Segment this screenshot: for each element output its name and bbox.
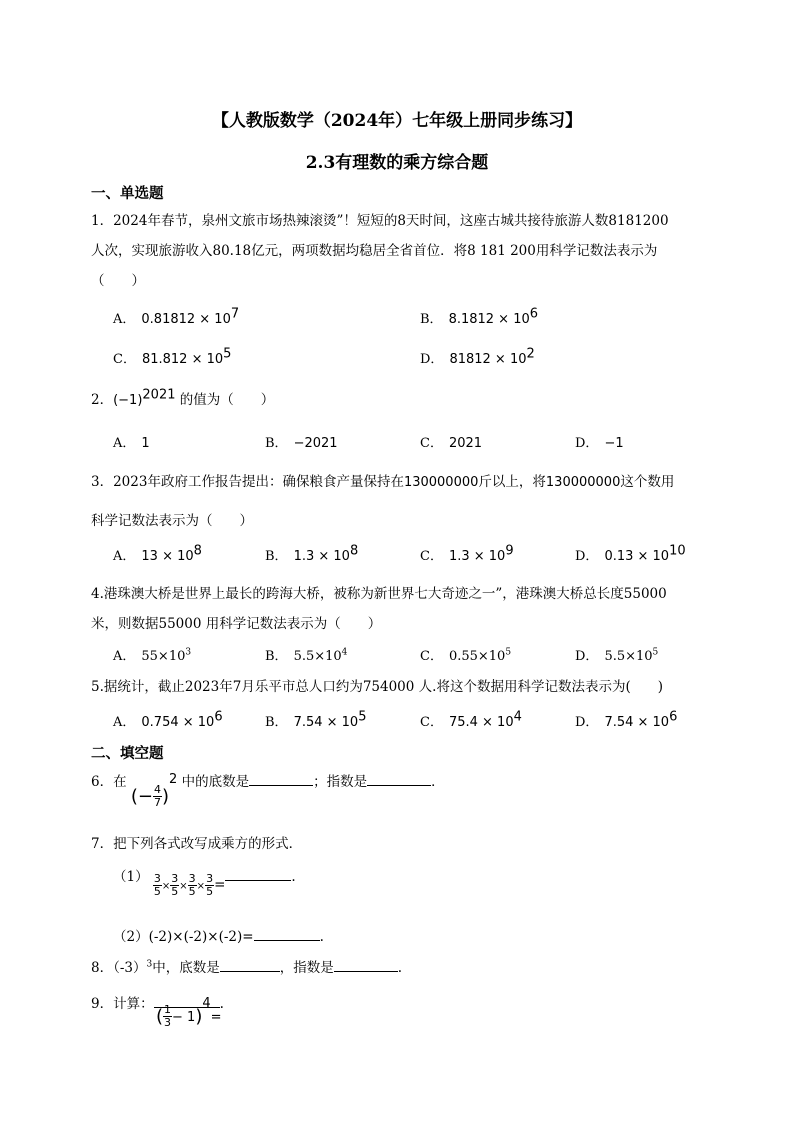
q4-option-b[interactable] bbox=[265, 645, 347, 664]
option-value: 1 bbox=[141, 436, 150, 451]
q8-mid2: ，指数是 bbox=[279, 960, 334, 976]
option-value: 1.3 × 10 bbox=[448, 549, 506, 564]
q3-line1 bbox=[91, 470, 674, 490]
q4-option-d[interactable] bbox=[575, 645, 658, 664]
q8-blank-exponent[interactable] bbox=[334, 958, 398, 972]
option-value: −1 bbox=[604, 436, 624, 451]
q8-mid: 中，底数是 bbox=[152, 960, 220, 976]
option-value: 0.81812 × 10 bbox=[141, 312, 231, 327]
q4-line2: 米，则数据55000 用科学记数法表示为（ ） bbox=[91, 616, 382, 632]
denominator: 5 bbox=[153, 885, 161, 898]
q3-option-a[interactable] bbox=[113, 545, 202, 564]
left-paren: (− bbox=[130, 786, 153, 807]
q6-mid2: ；指数是 bbox=[313, 774, 368, 790]
q9-expression bbox=[156, 995, 222, 1029]
option-value: 1.3 × 10 bbox=[293, 549, 350, 564]
q2-stem bbox=[91, 388, 274, 408]
option-exponent: 9 bbox=[505, 543, 514, 559]
q6-prefix: 6．在 bbox=[91, 774, 127, 790]
q6-end: ． bbox=[431, 774, 445, 790]
q4-line1: 4.港珠澳大桥是世界上最长的跨海大桥，被称为新世界七大奇迹之一”，港珠澳大桥总长度55000 bbox=[91, 586, 667, 602]
q2-option-a[interactable] bbox=[113, 432, 150, 451]
q7-part2 bbox=[113, 925, 324, 945]
q3-line2: 科学记数法表示为（ ） bbox=[91, 513, 253, 529]
q5-option-a[interactable] bbox=[113, 711, 223, 730]
option-label: C． bbox=[420, 549, 443, 564]
q6-stem bbox=[91, 770, 445, 809]
option-label: D． bbox=[575, 549, 599, 564]
q6-fraction bbox=[153, 784, 162, 809]
page-subtitle: 2.3有理数的乘方综合题 bbox=[305, 153, 489, 173]
q9-numerator: 1 bbox=[164, 1003, 172, 1016]
q6-exponent: 2 bbox=[169, 771, 178, 787]
denominator: 5 bbox=[171, 885, 179, 898]
option-value: 0.13 × 10 bbox=[604, 549, 670, 564]
option-exponent: 6 bbox=[214, 709, 223, 725]
fraction bbox=[153, 873, 162, 898]
q9-fraction bbox=[163, 1004, 172, 1029]
left-paren: ( bbox=[156, 1006, 164, 1027]
option-exponent: 8 bbox=[349, 543, 359, 559]
q3-option-d[interactable] bbox=[575, 545, 686, 564]
option-exponent: 6 bbox=[669, 709, 678, 725]
q1-option-b[interactable] bbox=[420, 308, 538, 327]
q7-part1-expression bbox=[153, 873, 225, 898]
q8-prefix: 8．（-3） bbox=[91, 960, 147, 976]
times-sign: × bbox=[161, 881, 171, 892]
option-label: C． bbox=[113, 352, 136, 367]
q4-option-a[interactable] bbox=[113, 645, 191, 664]
option-label: A． bbox=[113, 436, 136, 451]
option-exponent: 8 bbox=[193, 543, 202, 559]
numerator: 3 bbox=[206, 872, 214, 885]
times-sign: × bbox=[196, 881, 206, 892]
option-value: 81812 × 10 bbox=[449, 352, 527, 367]
q9-prefix: 9．计算： bbox=[91, 996, 154, 1012]
q8-end: . bbox=[397, 960, 403, 976]
q7-part2-blank[interactable] bbox=[254, 927, 320, 941]
option-value: 0.754 × 10 bbox=[141, 715, 215, 730]
option-label: C． bbox=[420, 436, 443, 451]
option-label: B． bbox=[265, 715, 288, 730]
option-label: B． bbox=[265, 649, 288, 664]
option-value: 5.5×10 bbox=[293, 649, 342, 664]
q6-numerator: 4 bbox=[154, 783, 161, 796]
q3-option-c[interactable] bbox=[420, 545, 514, 564]
q7-part2-expression: (-2)×(-2)×(-2)= bbox=[148, 929, 254, 945]
q9-end: . bbox=[219, 996, 224, 1012]
numerator: 3 bbox=[153, 872, 161, 885]
option-exponent: 2 bbox=[526, 346, 535, 362]
q7-part2-label: （2） bbox=[113, 929, 149, 945]
option-exponent: 7 bbox=[230, 306, 240, 322]
q6-mid: 中的底数是 bbox=[181, 774, 250, 790]
q2-number: 2． bbox=[91, 392, 114, 408]
option-value: 2021 bbox=[448, 436, 483, 451]
q7-part1-label: （1） bbox=[113, 869, 149, 885]
option-label: A． bbox=[113, 549, 136, 564]
option-exponent: 5 bbox=[652, 647, 659, 658]
right-paren: ) bbox=[162, 786, 170, 807]
q7-stem: 7．把下列各式改写成乘方的形式． bbox=[91, 836, 303, 852]
fraction bbox=[170, 873, 179, 898]
q8-stem bbox=[91, 956, 402, 976]
q9-minus-one: − 1 bbox=[172, 1010, 196, 1025]
option-exponent: 5 bbox=[505, 647, 512, 658]
q9-denominator: 3 bbox=[164, 1016, 172, 1029]
option-value: 7.54 × 10 bbox=[604, 715, 670, 730]
q2-tail: 的值为（ ） bbox=[175, 392, 275, 408]
option-label: A． bbox=[113, 312, 136, 327]
option-label: C． bbox=[420, 715, 443, 730]
numerator: 3 bbox=[188, 872, 196, 885]
q6-blank-base[interactable] bbox=[249, 772, 313, 786]
q6-blank-exponent[interactable] bbox=[367, 772, 431, 786]
q1-option-c[interactable] bbox=[113, 348, 231, 367]
option-value: −2021 bbox=[293, 436, 338, 451]
q7-part1-end: . bbox=[291, 869, 296, 885]
option-label: D． bbox=[575, 715, 599, 730]
option-label: C． bbox=[420, 649, 443, 664]
fraction bbox=[205, 873, 214, 898]
option-label: D． bbox=[575, 436, 599, 451]
q7-part1-blank[interactable] bbox=[225, 867, 291, 881]
q3-number1: 130000000 bbox=[403, 475, 479, 490]
q2-exponent: 2021 bbox=[142, 387, 176, 403]
q1-line2: 人次，实现旅游收入80.18亿元，两项数据均稳居全省首位．将8 181 200用科学记数法表示为 bbox=[91, 243, 658, 259]
q5-option-c[interactable] bbox=[420, 711, 522, 730]
option-exponent: 4 bbox=[341, 647, 348, 658]
numerator: 3 bbox=[171, 872, 179, 885]
q8-blank-base[interactable] bbox=[220, 958, 280, 972]
q5-option-b[interactable] bbox=[265, 711, 367, 730]
section-heading-fill-blank: 二、填空题 bbox=[91, 746, 164, 762]
equals-sign: = bbox=[210, 1010, 222, 1025]
option-label: A． bbox=[113, 649, 136, 664]
q3-option-b[interactable] bbox=[265, 545, 358, 564]
q8-exponent: 3 bbox=[146, 959, 153, 970]
q3-part1: 3．2023年政府工作报告提出：确保粮食产量保持在 bbox=[91, 474, 404, 490]
option-value: 75.4 × 10 bbox=[448, 715, 514, 730]
q6-expression bbox=[130, 771, 178, 809]
option-exponent: 4 bbox=[513, 709, 522, 725]
q3-number2: 130000000 bbox=[545, 475, 621, 490]
option-value: 5.5×10 bbox=[604, 649, 653, 664]
option-label: D． bbox=[420, 352, 444, 367]
option-value: 8.1812 × 10 bbox=[448, 312, 530, 327]
q2-base: (−1) bbox=[113, 393, 143, 408]
denominator: 5 bbox=[188, 885, 196, 898]
page-title: 【人教版数学（2024年）七年级上册同步练习】 bbox=[211, 111, 583, 131]
option-exponent: 5 bbox=[223, 346, 232, 362]
option-exponent: 10 bbox=[669, 543, 686, 559]
option-value: 81.812 × 10 bbox=[141, 352, 224, 367]
option-label: D． bbox=[575, 649, 599, 664]
q9-exponent: 4 bbox=[202, 995, 211, 1011]
q5-line1: 5.据统计，截止2023年7月乐平市总人口约为754000 人.将这个数据用科学记数法表示为( ) bbox=[91, 679, 663, 695]
q6-denominator: 7 bbox=[154, 796, 161, 809]
option-label: B． bbox=[420, 312, 443, 327]
q2-option-d[interactable] bbox=[575, 432, 624, 451]
equals-sign: = bbox=[214, 877, 226, 893]
option-label: B． bbox=[265, 549, 288, 564]
option-label: A． bbox=[113, 715, 136, 730]
q4-option-c[interactable] bbox=[420, 645, 511, 664]
option-label: B． bbox=[265, 436, 288, 451]
times-sign: × bbox=[179, 881, 188, 892]
fraction bbox=[188, 873, 197, 898]
q1-line3: （ ） bbox=[91, 273, 145, 289]
option-value: 7.54 × 10 bbox=[293, 715, 359, 730]
section-heading-single-choice: 一、单选题 bbox=[91, 186, 164, 202]
q3-part3: 这个数用 bbox=[620, 474, 675, 490]
q5-option-d[interactable] bbox=[575, 711, 677, 730]
option-exponent: 6 bbox=[529, 306, 539, 322]
q7-part1 bbox=[113, 865, 296, 898]
q1-option-a[interactable] bbox=[113, 308, 239, 327]
option-value: 13 × 10 bbox=[141, 549, 194, 564]
option-exponent: 3 bbox=[185, 647, 192, 658]
option-value: 55×10 bbox=[141, 649, 186, 664]
q3-part2: 斤以上，将 bbox=[478, 474, 546, 490]
q1-line1: 1．2024年春节，泉州文旅市场热辣滚烫”！短短的8天时间，这座古城共接待旅游人数8181200 bbox=[91, 213, 669, 229]
q1-option-d[interactable] bbox=[420, 348, 535, 367]
denominator: 5 bbox=[206, 885, 214, 898]
q2-option-b[interactable] bbox=[265, 432, 338, 451]
option-exponent: 5 bbox=[358, 709, 367, 725]
option-value: 0.55×10 bbox=[448, 649, 506, 664]
right-paren: ) bbox=[195, 1006, 203, 1027]
q2-option-c[interactable] bbox=[420, 432, 482, 451]
q7-part2-end: . bbox=[319, 929, 324, 945]
